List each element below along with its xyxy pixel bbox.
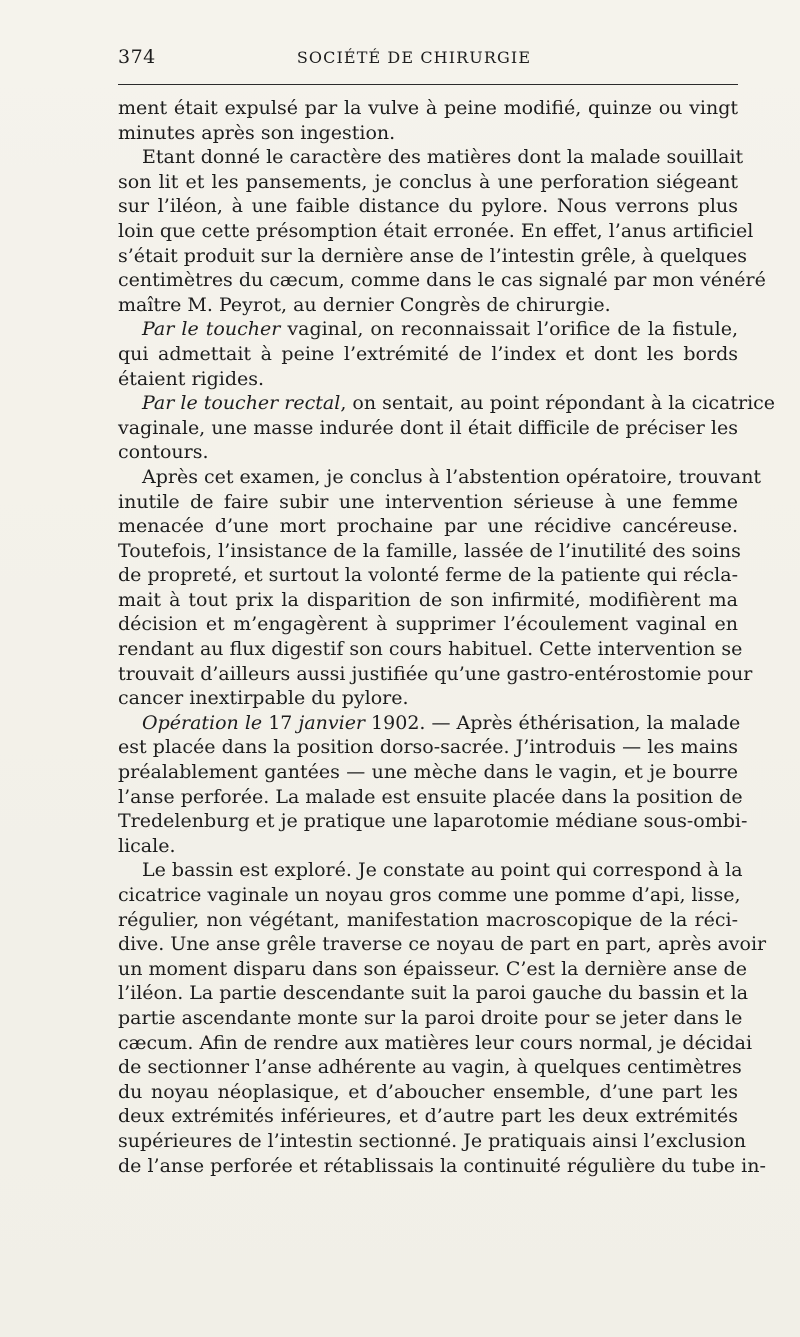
text-line: supérieures de l’intestin sectionné. Je pratiquais ainsi l’exclusion <box>118 1129 747 1152</box>
text-run: 17 <box>262 711 299 734</box>
text-line: ment était expulsé par la vulve à peine modifié, quinze ou vingt <box>118 97 738 119</box>
page-number: 374 <box>118 46 156 68</box>
text-line: Toutefois, l’insistance de la famille, lassée de l’inutilité des soins <box>118 539 741 562</box>
text-line: qui admettait à peine l’extrémité de l’index et dont les bords <box>118 342 738 365</box>
text-line: Tredelenburg et je pratique une laparotomie médiane sous-ombi- <box>118 810 748 833</box>
text-line: Etant donné le caractère des matières dont la malade souillait <box>142 146 744 169</box>
text-line: inutile de faire subir une intervention sérieuse à une femme <box>118 490 738 513</box>
text-line: Le bassin est exploré. Je constate au point qui correspond à la <box>142 859 743 882</box>
text-line: l’anse perforée. La malade est ensuite placée dans la position de <box>118 785 743 808</box>
text-line: loin que cette présomption était erronée. En effet, l’anus artificiel <box>118 219 754 242</box>
text-line: de sectionner l’anse adhérente au vagin, à quelques centimètres <box>118 1056 742 1079</box>
text-line: rendant au flux digestif son cours habituel. Cette intervention se <box>118 638 743 661</box>
text-line: Après cet examen, je conclus à l’abstention opératoire, trouvant <box>142 465 762 488</box>
italic-run: Par le toucher rectal <box>142 392 341 415</box>
text-line: maître M. Peyrot, au dernier Congrès de chirurgie. <box>118 293 611 316</box>
text-line: vaginale, une masse indurée dont il était difficile de préciser les <box>118 416 738 439</box>
body-text <box>118 96 776 1178</box>
text-line: étaient rigides. <box>118 367 265 390</box>
text-line: de l’anse perforée et rétablissais la continuité régulière du tube in- <box>118 1154 766 1177</box>
header-rule <box>118 84 738 85</box>
text-line: cancer inextirpable du pylore. <box>118 687 409 710</box>
text-line: menacée d’une mort prochaine par une récidive cancéreuse. <box>118 515 738 538</box>
text-line <box>118 711 741 736</box>
text-line: décision et m’engagèrent à supprimer l’écoulement vaginal en <box>118 613 738 636</box>
text-line: deux extrémités inférieures, et d’autre part les deux extrémités <box>118 1105 738 1128</box>
text-line: l’iléon. La partie descendante suit la paroi gauche du bassin et la <box>118 982 749 1005</box>
text-line: est placée dans la position dorso-sacrée. J’introduis — les mains <box>118 736 738 759</box>
text-line <box>118 317 738 342</box>
text-line: centimètres du cæcum, comme dans le cas signalé par mon vénéré <box>118 269 766 292</box>
text-line: trouvait d’ailleurs aussi justifiée qu’une gastro-entérostomie pour <box>118 662 753 685</box>
text-line: sur l’iléon, à une faible distance du pylore. Nous verrons plus <box>118 195 738 218</box>
text-line: partie ascendante monte sur la paroi droite pour se jeter dans le <box>118 1006 743 1029</box>
italic-run: janvier <box>298 711 366 734</box>
running-head: SOCIÉTÉ DE CHIRURGIE <box>296 48 532 67</box>
text-run: 1902. — Après éthérisation, la malade <box>365 711 741 734</box>
text-line: s’était produit sur la dernière anse de l’intestin grêle, à quelques <box>118 244 748 267</box>
text-line: dive. Une anse grêle traverse ce noyau de part en part, après avoir <box>118 933 767 956</box>
text-run: vaginal, on reconnaissait l’orifice de la fistule, <box>280 318 738 341</box>
italic-run: Opération le <box>142 711 263 734</box>
text-line: mait à tout prix la disparition de son infirmité, modifièrent ma <box>118 588 738 611</box>
text-line: cicatrice vaginale un noyau gros comme une pomme d’api, lisse, <box>118 884 741 906</box>
text-line: un moment disparu dans son épaisseur. C’est la dernière anse de <box>118 957 747 980</box>
text-line: son lit et les pansements, je conclus à une perforation siégeant <box>118 170 738 193</box>
text-run: , on sentait, au point répondant à la cicatrice <box>340 392 776 415</box>
text-line: de propreté, et surtout la volonté ferme de la patiente qui récla- <box>118 564 738 587</box>
text-line: cæcum. Afin de rendre aux matières leur cours normal, je décidai <box>118 1031 753 1054</box>
text-line: contours. <box>118 441 209 464</box>
text-line: régulier, non végétant, manifestation macroscopique de la réci- <box>118 908 738 931</box>
text-line: préalablement gantées — une mèche dans le vagin, et je bourre <box>118 761 738 784</box>
text-line: du noyau néoplasique, et d’aboucher ensemble, d’une part les <box>118 1080 738 1103</box>
text-line: licale. <box>118 834 176 857</box>
text-line <box>118 391 776 416</box>
italic-run: Par le toucher <box>142 318 281 341</box>
text-line: minutes après son ingestion. <box>118 121 396 144</box>
